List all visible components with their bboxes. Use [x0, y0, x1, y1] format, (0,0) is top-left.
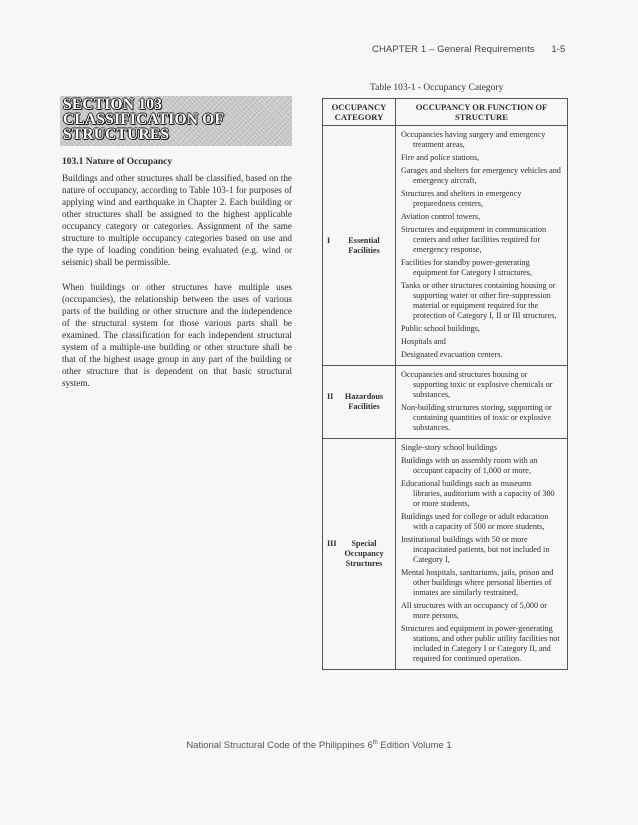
running-header — [372, 44, 572, 55]
section-title-line: CLASSIFICATION OF — [63, 111, 225, 128]
function-cell — [396, 439, 568, 670]
function-item: Non-building structures storing, supporting or containing quantities of toxic or explosive substances. — [401, 403, 552, 432]
category-cell — [323, 126, 396, 366]
chapter-title: CHAPTER 1 – General Requirements — [372, 44, 535, 55]
subsection-heading: 103.1 Nature of Occupancy — [62, 157, 173, 167]
category-name: Special Occupancy Structures — [344, 539, 384, 568]
function-item: Buildings used for college or adult education with a capacity of 500 or more students, — [401, 512, 549, 531]
function-item: Occupancies having surgery and emergency treatment areas, — [401, 130, 546, 149]
section-title-line: SECTION 103 — [63, 96, 163, 113]
function-item: Single-story school buildings — [401, 443, 497, 452]
section-title — [63, 97, 224, 142]
paragraph: Buildings and other structures shall be classified, based on the nature of occupancy, according to Table 103-1 for purposes of applying wind and earthquake in Chapter 2. Each building or other structures shall be assigned to the highest applicable occupancy category or categories. Assignment of the same structure to multiple occupancy categories based on use and the type of loading condition being evaluated (e.g. wind or seismic) shall be permissible. — [62, 173, 292, 267]
function-item: Hospitals and — [401, 337, 446, 346]
page-number: 1-5 — [551, 44, 566, 55]
category-number: III — [327, 539, 337, 548]
category-name: Hazardous Facilities — [344, 392, 384, 411]
occupancy-table — [322, 98, 568, 670]
table-row — [323, 439, 568, 670]
footer-text: National Structural Code of the Philippines 6 — [186, 740, 373, 752]
table-caption: Table 103-1 - Occupancy Category — [370, 83, 504, 93]
function-item: Structures and shelters in emergency preparedness centers, — [401, 189, 522, 208]
function-item: Structures and equipment in communication centers and other facilities required for emergency response, — [401, 225, 547, 254]
category-number: II — [327, 392, 334, 401]
footer-superscript: th — [372, 740, 378, 746]
page-footer — [0, 740, 638, 751]
function-item: Designated evacuation centers. — [401, 350, 503, 359]
section-body — [62, 156, 292, 402]
function-item: All structures with an occupancy of 5,000 or more persons, — [401, 601, 547, 620]
section-heading-block — [60, 96, 292, 146]
paragraph: When buildings or other structures have multiple uses (occupancies), the relationship between the uses of various parts of the building or other structure and the independence of the structural system for those various parts shall be examined. The classification for each independent structural system of a multiple-use building or other structure shall be that of the highest usage group in any part of the building or other structure that is dependent on that basic structural system. — [62, 282, 292, 388]
function-cell — [396, 126, 568, 366]
table-body — [323, 126, 568, 670]
category-name: Essential Facilities — [348, 235, 380, 255]
function-item: Occupancies and structures housing or supporting toxic or explosive chemicals or substances, — [401, 370, 553, 399]
table-row — [323, 366, 568, 439]
function-item: Facilities for standby power-generating equipment for Category I structures, — [401, 258, 532, 277]
column-header-function: OCCUPANCY OR FUNCTION OF STRUCTURE — [396, 99, 568, 126]
column-header-category: OCCUPANCY CATEGORY — [323, 99, 396, 126]
category-cell — [323, 366, 396, 439]
function-item: Aviation control towers, — [401, 212, 481, 221]
function-item: Structures and equipment in power-generating stations, and other public utility facilities not included in Category I or Category II, and required for continued operation. — [401, 624, 560, 663]
function-item: Public school buildings, — [401, 324, 480, 333]
function-item: Educational buildings such as museums libraries, auditorium with a capacity of 300 or more students, — [401, 479, 555, 508]
function-item: Fire and police stations, — [401, 153, 480, 162]
category-number: I — [327, 235, 331, 245]
table-header-row — [323, 99, 568, 126]
function-item: Mental hospitals, sanitariums, jails, prison and other buildings where personal liberties of inmates are similarly restrained, — [401, 568, 554, 597]
function-item: Institutional buildings with 50 or more incapacitated patients, but not included in Category I, — [401, 535, 550, 564]
function-cell — [396, 366, 568, 439]
table-row — [323, 126, 568, 366]
footer-text-end: Edition Volume 1 — [377, 740, 452, 752]
function-item: Buildings with an assembly room with an occupant capacity of 1,000 or more, — [401, 456, 538, 475]
function-item: Tanks or other structures containing housing or supporting water or other fire-suppression material or equipment required for the protection of Category I, II or III structures, — [401, 281, 557, 320]
section-title-line: STRUCTURES — [63, 126, 170, 143]
category-cell — [323, 439, 396, 670]
function-item: Garages and shelters for emergency vehicles and emergency aircraft, — [401, 166, 561, 185]
